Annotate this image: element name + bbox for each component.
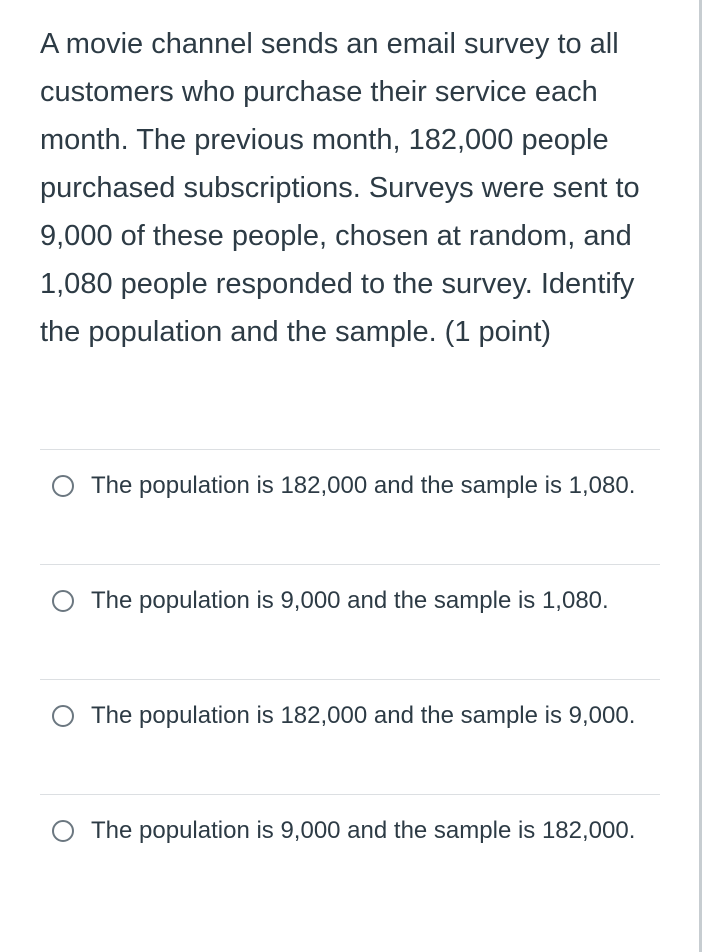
answer-option[interactable] <box>40 679 660 794</box>
answer-list <box>40 449 660 909</box>
radio-button-icon[interactable] <box>52 475 74 497</box>
answer-label: The population is 9,000 and the sample is 182,000. <box>91 817 636 844</box>
answer-label: The population is 9,000 and the sample is 1,080. <box>91 587 609 614</box>
answer-option[interactable] <box>40 449 660 564</box>
answer-option[interactable] <box>40 564 660 679</box>
radio-button-icon[interactable] <box>52 705 74 727</box>
answer-label: The population is 182,000 and the sample is 1,080. <box>91 472 636 499</box>
question-text: A movie channel sends an email survey to all customers who purchase their service each month. The previous month, 182,000 people purchased subscriptions. Surveys were sent to 9,000 of these people, chosen at random, and 1,080 people responded to the survey. Identify the population and the sample. (1 point) <box>40 28 640 348</box>
answer-option[interactable] <box>40 794 660 909</box>
radio-button-icon[interactable] <box>52 590 74 612</box>
radio-button-icon[interactable] <box>52 820 74 842</box>
answer-label: The population is 182,000 and the sample is 9,000. <box>91 702 636 729</box>
